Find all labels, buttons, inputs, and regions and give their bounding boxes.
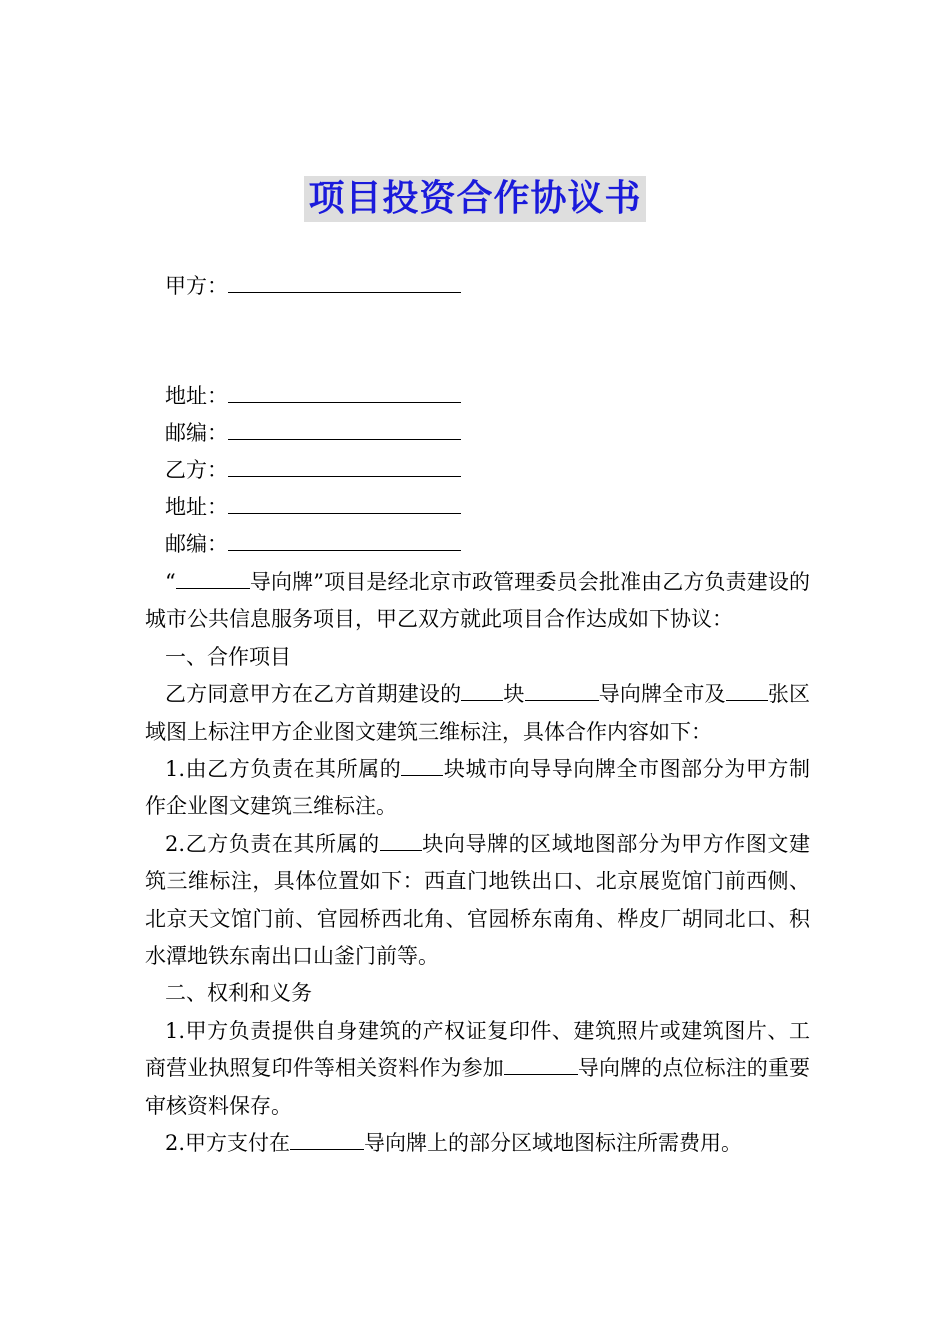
- preamble-open-quote: “: [165, 570, 176, 594]
- section2-item2-text-2: 导向牌上的部分区域地图标注所需费用。: [364, 1131, 743, 1156]
- section2-item1-text-2: 导向牌的点位标注的重要审核资料保存。: [145, 1056, 811, 1118]
- section1-intro-text-1: 乙方同意甲方在乙方首期建设的: [165, 682, 462, 707]
- section2-item2: [145, 1125, 810, 1162]
- title-container: [0, 176, 950, 222]
- preamble-paragraph: [145, 564, 810, 639]
- party-a-postcode-field: [165, 419, 461, 446]
- party-a-name-label: 甲方：: [165, 274, 228, 298]
- section1-intro-text-4: 张区域图上标注甲方企业图文建筑三维标注，具体合作内容如下：: [145, 682, 811, 744]
- section1-item1-text-1: 1.由乙方负责在其所属的: [165, 757, 402, 782]
- section2-item1-text-1: 1.甲方负责提供自身建筑的产权证复印件、建筑照片或建筑图片、工商营业执照复印件等相关资料作为参加: [145, 1018, 810, 1081]
- agreement-body: [145, 564, 810, 1163]
- party-b-address-blank: [228, 493, 461, 514]
- party-a-address-blank: [228, 382, 461, 403]
- party-a-name-field: [165, 272, 461, 299]
- party-b-name-field: [165, 456, 461, 483]
- section2-item1-blank: [504, 1054, 578, 1075]
- section1-item2: [145, 826, 810, 976]
- party-a-postcode-label: 邮编：: [165, 421, 228, 445]
- project-name-blank: [176, 568, 250, 589]
- section1-intro-text-3: 导向牌全市及: [598, 682, 726, 707]
- party-b-postcode-field: [165, 530, 461, 557]
- sign-name-blank: [525, 680, 599, 701]
- document-title: 项目投资合作协议书: [304, 176, 645, 222]
- party-b-name-label: 乙方：: [165, 458, 228, 482]
- party-b-name-blank: [228, 456, 461, 477]
- party-a-address-label: 地址：: [165, 384, 228, 408]
- item1-block-blank: [401, 755, 443, 776]
- section1-item2-text-1: 2.乙方负责在其所属的: [165, 831, 380, 856]
- section2-item1: [145, 1013, 810, 1125]
- section1-heading: 一、合作项目: [165, 644, 291, 669]
- section1-item1: [145, 751, 810, 826]
- party-a-postcode-blank: [228, 419, 461, 440]
- party-b-postcode-label: 邮编：: [165, 532, 228, 556]
- party-b-address-label: 地址：: [165, 495, 228, 519]
- section1-intro-text-2: 块: [503, 682, 525, 707]
- section2-heading: 二、权利和义务: [165, 981, 312, 1006]
- item2-block-blank: [380, 830, 422, 851]
- section2-item2-blank: [290, 1129, 364, 1150]
- party-b-postcode-blank: [228, 530, 461, 551]
- map-count-blank: [726, 680, 768, 701]
- party-a-address-field: [165, 382, 461, 409]
- section1-item2-text-2: 块向导牌的区域地图部分为甲方作图文建筑三维标注，具体位置如下：西直门地铁出口、北京展览馆门前西侧、北京天文馆门前、官园桥西北角、官园桥东南角、桦皮厂胡同北口、积水潭地铁东南出口山釜门前等。: [145, 831, 810, 969]
- party-a-name-blank: [228, 272, 461, 293]
- preamble-text: 导向牌”项目是经北京市政管理委员会批准由乙方负责建设的城市公共信息服务项目，甲乙双方就此项目合作达成如下协议：: [145, 570, 810, 632]
- section1-intro-paragraph: [145, 676, 810, 751]
- block-count-blank: [461, 680, 503, 701]
- section2-item2-text-1: 2.甲方支付在: [165, 1131, 291, 1156]
- section1-item1-text-2: 块城市向导导向牌全市图部分为甲方制作企业图文建筑三维标注。: [145, 757, 810, 819]
- party-b-address-field: [165, 493, 461, 520]
